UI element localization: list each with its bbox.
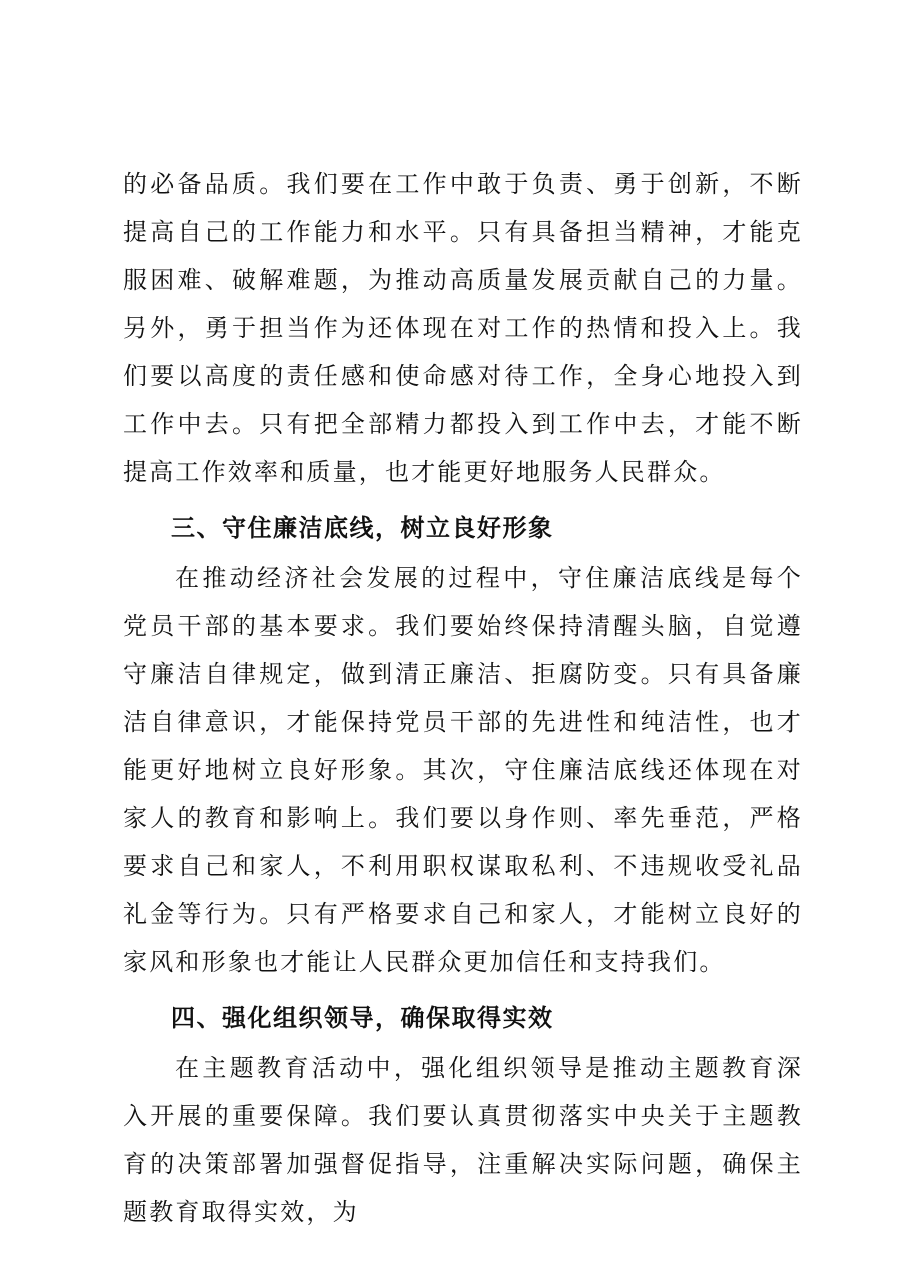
section-heading-4: 四、强化组织领导，确保取得实效 bbox=[171, 1004, 554, 1032]
section-heading-3: 三、守住廉洁底线，树立良好形象 bbox=[171, 514, 554, 542]
paragraph-section-3: 在推动经济社会发展的过程中，守住廉洁底线是每个党员干部的基本要求。我们要始终保持清醒头脑，自觉遵守廉洁自律规定，做到清正廉洁、拒腐防变。只有具备廉洁自律意识，才能保持党员干部的先进性和纯洁性，也才能更好地树立良好形象。其次，守住廉洁底线还体现在对家人的教育和影响上。我们要以身作则、率先垂范，严格要求自己和家人，不利用职权谋取私利、不违规收受礼品礼金等行为。只有严格要求自己和家人，才能树立良好的家风和形象也才能让人民群众更加信任和支持我们。 bbox=[123, 564, 803, 976]
paragraph-section-4: 在主题教育活动中，强化组织领导是推动主题教育深入开展的重要保障。我们要认真贯彻落实中央关于主题教育的决策部署加强督促指导，注重解决实际问题，确保主题教育取得实效，为 bbox=[123, 1054, 803, 1226]
document-body bbox=[123, 160, 803, 1236]
paragraph-continued: 的必备品质。我们要在工作中敢于负责、勇于创新，不断提高自己的工作能力和水平。只有具备担当精神，才能克服困难、破解难题，为推动高质量发展贡献自己的力量。另外，勇于担当作为还体现在对工作的热情和投入上。我们要以高度的责任感和使命感对待工作，全身心地投入到工作中去。只有把全部精力都投入到工作中去，才能不断提高工作效率和质量，也才能更好地服务人民群众。 bbox=[123, 170, 803, 486]
